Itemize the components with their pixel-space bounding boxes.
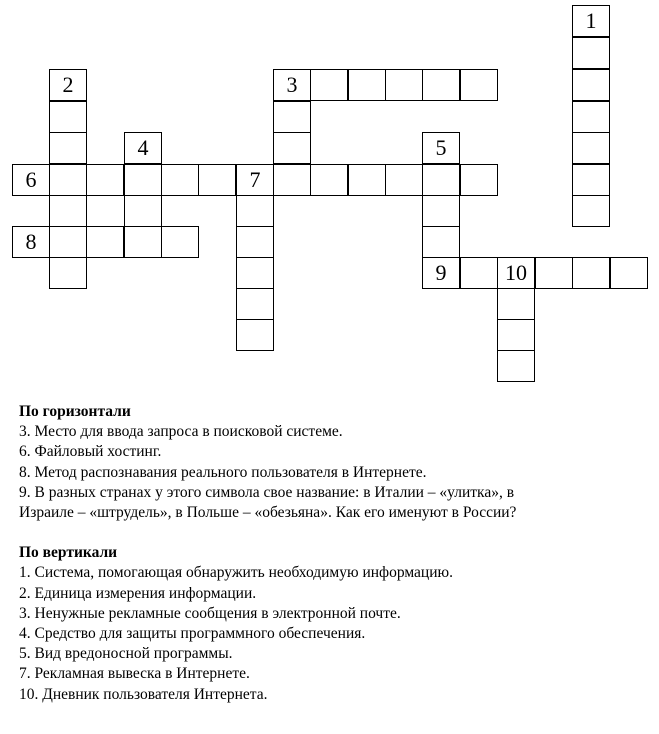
crossword-cell[interactable] (49, 257, 87, 289)
crossword-cell[interactable] (572, 164, 610, 196)
across-clue-8: 8. Метод распознавания реального пользователя в Интернете. (19, 463, 427, 481)
crossword-cell[interactable] (497, 319, 535, 351)
crossword-cell[interactable] (49, 195, 87, 227)
down-clue-3: 3. Ненужные рекламные сообщения в электронной почте. (19, 604, 401, 622)
crossword-cell[interactable] (236, 257, 274, 289)
crossword-cell[interactable] (236, 319, 274, 351)
crossword-cell[interactable] (86, 226, 124, 258)
crossword-cell[interactable] (124, 164, 162, 196)
cell-number: 4 (137, 135, 149, 160)
cell-number: 5 (435, 135, 447, 160)
crossword-cell[interactable] (572, 37, 610, 69)
across-heading: По горизонтали (19, 403, 131, 420)
crossword-cell[interactable] (497, 257, 535, 289)
crossword-cell[interactable] (49, 69, 87, 101)
crossword-cell[interactable] (422, 226, 460, 258)
crossword-cell[interactable] (86, 164, 124, 196)
crossword-cell[interactable] (236, 226, 274, 258)
crossword-cell[interactable] (422, 69, 460, 101)
crossword-cell[interactable] (310, 164, 348, 196)
crossword-cell[interactable] (572, 5, 610, 37)
crossword-cell[interactable] (161, 226, 199, 258)
crossword-cell[interactable] (12, 164, 50, 196)
cell-number: 2 (62, 72, 74, 97)
crossword-cell[interactable] (161, 164, 199, 196)
crossword-cell[interactable] (348, 164, 386, 196)
cell-number: 7 (249, 167, 261, 192)
crossword-cell[interactable] (49, 226, 87, 258)
crossword-cell[interactable] (572, 257, 610, 289)
down-clue-4: 4. Средство для защиты программного обеспечения. (19, 625, 366, 643)
crossword-cell[interactable] (273, 164, 311, 196)
clues-section (19, 402, 649, 705)
crossword-cell[interactable] (124, 132, 162, 164)
crossword-cell[interactable] (12, 226, 50, 258)
cell-number: 10 (505, 260, 527, 285)
down-clue-7: 7. Рекламная вывеска в Интернете. (19, 665, 250, 683)
crossword-cell[interactable] (236, 195, 274, 227)
crossword-cell[interactable] (236, 164, 274, 196)
cell-number: 3 (286, 72, 298, 97)
across-clue-9-line2: Израиле – «штрудель», в Польше – «обезьяна». Как его именуют в России? (19, 504, 517, 522)
crossword-cell[interactable] (497, 288, 535, 320)
crossword-cell[interactable] (572, 101, 610, 133)
crossword-cell[interactable] (273, 101, 311, 133)
crossword-cell[interactable] (422, 132, 460, 164)
crossword-cell[interactable] (422, 195, 460, 227)
crossword-cell[interactable] (610, 257, 648, 289)
crossword-cell[interactable] (273, 69, 311, 101)
crossword-cell[interactable] (273, 132, 311, 164)
cell-number: 1 (585, 8, 597, 33)
crossword-cell[interactable] (124, 195, 162, 227)
crossword-cell[interactable] (310, 69, 348, 101)
down-clue-10: 10. Дневник пользователя Интернета. (19, 685, 268, 703)
crossword-cell[interactable] (460, 257, 498, 289)
crossword-cell[interactable] (497, 350, 535, 382)
across-clue-6: 6. Файловый хостинг. (19, 443, 162, 461)
crossword-cell[interactable] (385, 164, 423, 196)
crossword-cell[interactable] (572, 132, 610, 164)
crossword-cell[interactable] (236, 288, 274, 320)
crossword-cell[interactable] (460, 164, 498, 196)
crossword-cell[interactable] (49, 164, 87, 196)
crossword-cell[interactable] (49, 101, 87, 133)
crossword-cell[interactable] (385, 69, 423, 101)
crossword-cell[interactable] (422, 164, 460, 196)
crossword-cell[interactable] (422, 257, 460, 289)
across-clue-3: 3. Место для ввода запроса в поисковой системе. (19, 423, 343, 441)
crossword-cell[interactable] (124, 226, 162, 258)
down-heading: По вертикали (19, 544, 118, 562)
cell-number: 8 (25, 229, 37, 254)
down-clue-5: 5. Вид вредоносной программы. (19, 645, 233, 663)
crossword-cell[interactable] (572, 69, 610, 101)
across-clue-9-line1: 9. В разных странах у этого символа свое название: в Италии – «улитка», в (19, 483, 515, 501)
crossword-cell[interactable] (348, 69, 386, 101)
crossword-cell[interactable] (460, 69, 498, 101)
cell-number: 9 (435, 260, 447, 285)
cell-number: 6 (25, 167, 37, 192)
crossword-cell[interactable] (535, 257, 573, 289)
down-clue-2: 2. Единица измерения информации. (19, 584, 257, 602)
down-clue-1: 1. Система, помогающая обнаружить необходимую информацию. (19, 564, 453, 582)
crossword-cell[interactable] (572, 195, 610, 227)
crossword-cell[interactable] (198, 164, 236, 196)
crossword-cell[interactable] (49, 132, 87, 164)
